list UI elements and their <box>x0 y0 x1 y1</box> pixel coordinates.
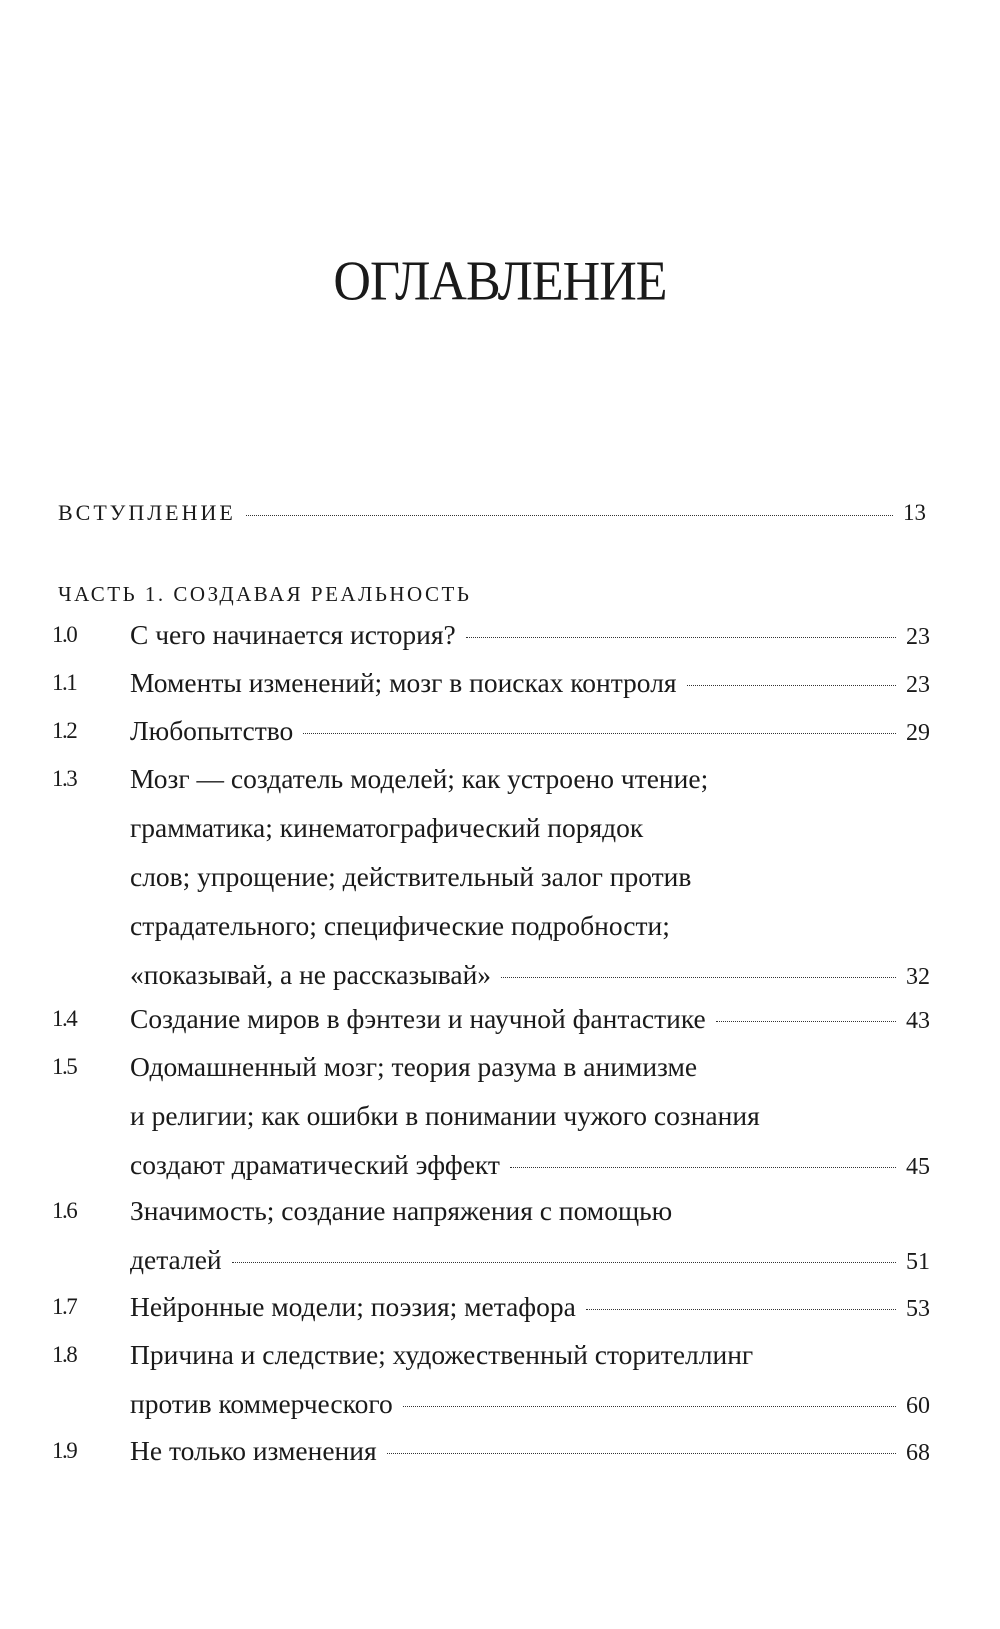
entry-title-line: Одомашненный мозг; теория разума в анимизме <box>130 1051 698 1082</box>
entry-title-line: создают драматический эффект <box>130 1149 500 1180</box>
entry-number: 1.0 <box>52 622 77 647</box>
dot-leader <box>466 637 896 638</box>
entry-number: 1.9 <box>52 1438 77 1463</box>
entry-page-number: 60 <box>906 1393 930 1419</box>
entry-title-line: деталей <box>130 1244 222 1275</box>
entry-title-line: Значимость; создание напряжения с помощью <box>130 1195 673 1226</box>
entry-title-line: Любопытство <box>130 715 294 746</box>
entry-title-line: против коммерческого <box>130 1388 393 1419</box>
dot-leader <box>501 977 896 978</box>
entry-number: 1.4 <box>52 1006 77 1031</box>
entry-title-line: Создание миров в фэнтези и научной фантастике <box>130 1003 706 1034</box>
part-heading: ЧАСТЬ 1. СОЗДАВАЯ РЕАЛЬНОСТЬ <box>58 582 472 606</box>
intro-page-number: 13 <box>903 500 926 525</box>
dot-leader <box>403 1406 896 1407</box>
intro-label: ВСТУПЛЕНИЕ <box>58 500 236 525</box>
dot-leader <box>387 1453 896 1454</box>
entry-title-line: Нейронные модели; поэзия; метафора <box>130 1291 576 1322</box>
entry-page-number: 23 <box>906 672 930 698</box>
entry-page-number: 23 <box>906 624 930 650</box>
entry-title-line: Не только изменения <box>130 1435 377 1466</box>
entry-title-line: «показывай, а не рассказывай» <box>130 959 492 990</box>
dot-leader <box>510 1167 896 1168</box>
entry-number: 1.3 <box>52 766 77 791</box>
page-title: ОГЛАВЛЕНИЕ <box>333 250 667 313</box>
entry-title-line: страдательного; специфические подробности; <box>130 910 670 941</box>
entry-title-line: С чего начинается история? <box>130 619 456 650</box>
dot-leader <box>586 1309 896 1310</box>
entry-number: 1.7 <box>52 1294 77 1319</box>
entry-page-number: 43 <box>906 1008 930 1034</box>
dot-leader <box>687 685 896 686</box>
dot-leader <box>716 1021 896 1022</box>
entry-page-number: 51 <box>906 1249 930 1275</box>
entry-title-line: слов; упрощение; действительный залог против <box>130 861 692 892</box>
entry-page-number: 32 <box>906 964 930 990</box>
entry-number: 1.8 <box>52 1342 77 1367</box>
entry-page-number: 68 <box>906 1440 930 1466</box>
entry-page-number: 53 <box>906 1296 930 1322</box>
entry-number: 1.6 <box>52 1198 77 1223</box>
entry-title-line: Моменты изменений; мозг в поисках контроля <box>130 667 677 698</box>
entry-page-number: 45 <box>906 1154 930 1180</box>
dot-leader <box>303 733 896 734</box>
entry-title-line: грамматика; кинематографический порядок <box>130 812 644 843</box>
entry-number: 1.5 <box>52 1054 77 1079</box>
dot-leader <box>232 1262 896 1263</box>
entry-number: 1.2 <box>52 718 77 743</box>
toc-intro[interactable] <box>58 500 926 526</box>
entry-number: 1.1 <box>52 670 77 695</box>
entry-title-line: и религии; как ошибки в понимании чужого сознания <box>130 1100 760 1131</box>
entry-title-line: Причина и следствие; художественный сторителлинг <box>130 1339 754 1370</box>
entry-title-line: Мозг — создатель моделей; как устроено чтение; <box>130 763 709 794</box>
dot-leader <box>246 515 893 516</box>
entry-page-number: 29 <box>906 720 930 746</box>
